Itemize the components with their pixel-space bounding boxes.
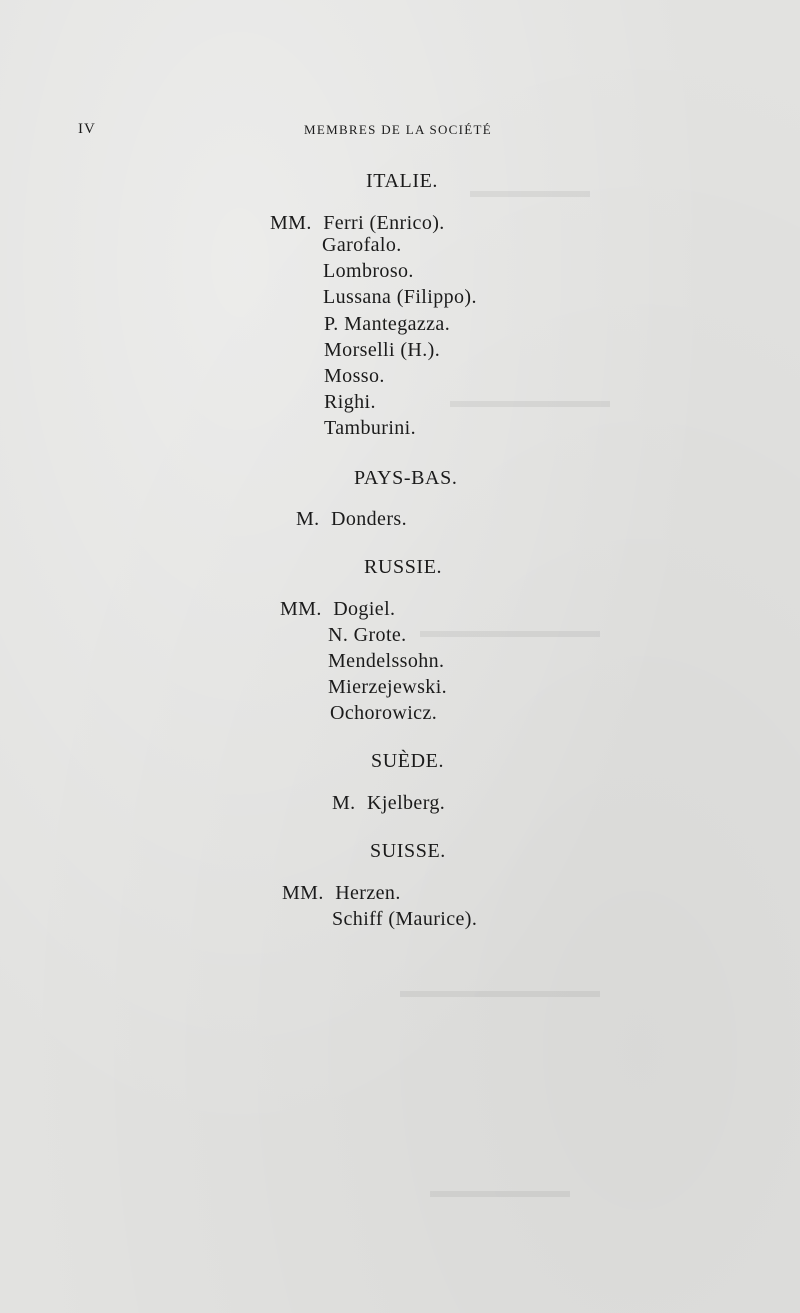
page-header [0, 121, 800, 141]
section-heading-italie: ITALIE. [366, 170, 439, 192]
member-prefix: MM. [282, 882, 324, 904]
member-name: Tamburini. [324, 417, 417, 439]
member-prefix: M. [296, 508, 320, 530]
member-prefix: M. [332, 792, 356, 814]
member-prefix: MM. [280, 598, 322, 620]
section-heading-pays-bas: PAYS-BAS. [354, 467, 458, 489]
show-through-mark: ▬▬▬▬▬▬▬▬▬ [420, 620, 600, 642]
member-name: Righi. [324, 391, 376, 413]
member-name: Garofalo. [322, 234, 402, 256]
show-through-mark: ▬▬▬▬▬▬▬ [430, 1180, 570, 1202]
section-heading-suede: SUÈDE. [371, 750, 445, 772]
member-name: Kjelberg. [367, 792, 446, 814]
member-name: P. Mantegazza. [324, 313, 451, 335]
show-through-mark: ▬▬▬▬▬▬▬▬ [450, 390, 610, 412]
member-line [282, 880, 401, 906]
running-head: MEMBRES DE LA SOCIÉTÉ [304, 122, 493, 137]
member-name: Ochorowicz. [330, 702, 438, 724]
section-heading-russie: RUSSIE. [364, 556, 443, 578]
member-name: Lussana (Filippo). [323, 286, 477, 308]
member-prefix: MM. [270, 212, 312, 234]
member-name: Schiff (Maurice). [332, 908, 478, 930]
show-through-mark: ▬▬▬▬▬▬▬▬▬▬ [400, 980, 600, 1002]
member-name: Lombroso. [323, 260, 414, 282]
member-name: Mendelssohn. [328, 650, 445, 672]
show-through-mark: ▬▬▬▬▬▬ [470, 180, 590, 202]
member-line [296, 506, 407, 532]
member-name: N. Grote. [328, 624, 407, 646]
member-name: Herzen. [335, 882, 401, 904]
member-name: Donders. [331, 508, 407, 530]
member-line [280, 596, 395, 622]
section-heading-suisse: SUISSE. [370, 840, 446, 862]
member-line [332, 790, 445, 816]
member-name: Ferri (Enrico). [323, 212, 445, 234]
member-name: Mosso. [324, 365, 385, 387]
member-name: Dogiel. [333, 598, 396, 620]
member-name: Mierzejewski. [328, 676, 448, 698]
member-name: Morselli (H.). [324, 339, 441, 361]
page-number: IV [78, 121, 96, 137]
